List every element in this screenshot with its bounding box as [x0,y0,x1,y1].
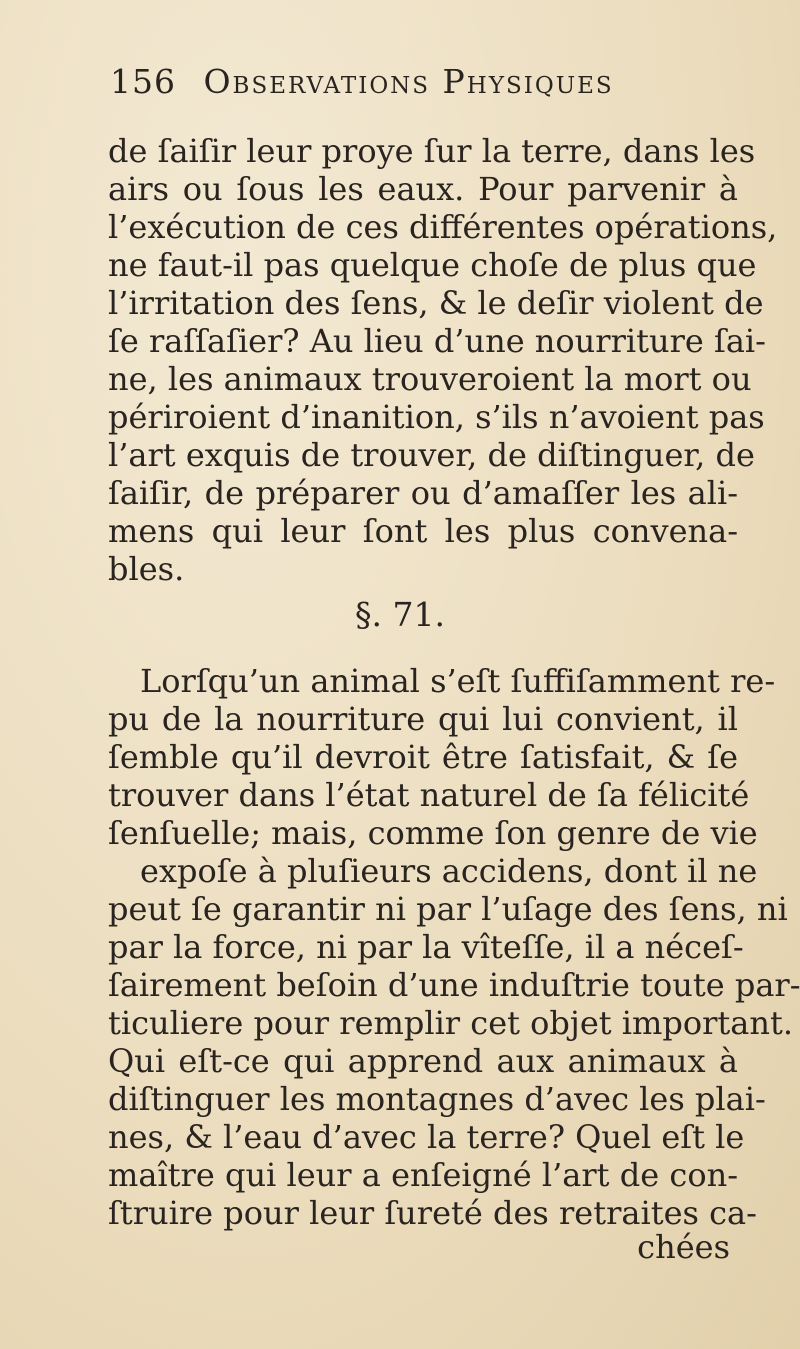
text-line: Qui eſt-ce qui apprend aux animaux à [108,1042,738,1080]
section-heading: §. 71. [355,595,445,634]
catchword: chées [637,1228,730,1266]
text-line: diſtinguer les montagnes d’avec les plai- [108,1080,766,1118]
page-number: 156 [110,62,176,101]
text-line: airs ou ſous les eaux. Pour parvenir à [108,170,738,208]
text-line: l’irritation des ſens, & le deſir violent de [108,284,764,322]
text-line: ſenſuelle; mais, comme ſon genre de vie [108,814,758,852]
text-line: ne faut-il pas quelque choſe de plus que [108,246,757,284]
text-line: ſe raſſaſier? Au lieu d’une nourriture ſai- [108,322,766,360]
text-line: expoſe à pluſieurs accidens, dont il ne [140,852,758,890]
text-line: Lorſqu’un animal s’eſt ſuffiſamment re- [140,662,776,700]
text-line: ſtruire pour leur ſureté des retraites ca- [108,1194,757,1232]
text-line: maître qui leur a enſeigné l’art de con- [108,1156,738,1194]
running-title: Observations Physiques [203,62,614,101]
text-line: bles. [108,550,185,588]
text-line: trouver dans l’état naturel de ſa félicité [108,776,750,814]
text-line: ſaiſir, de préparer ou d’amaſſer les ali- [108,474,738,512]
text-line: périroient d’inanition, s’ils n’avoient pas [108,398,765,436]
text-line: ne, les animaux trouveroient la mort ou [108,360,752,398]
text-line: ſemble qu’il devroit être ſatisfait, & ſe [108,738,738,776]
text-line: de ſaiſir leur proye ſur la terre, dans les [108,132,756,170]
text-line: peut ſe garantir ni par l’uſage des ſens, ni [108,890,788,928]
text-line: l’exécution de ces différentes opérations, [108,208,778,246]
text-line: pu de la nourriture qui lui convient, il [108,700,738,738]
running-header [110,62,710,112]
text-line: par la force, ni par la vîteſſe, il a néceſ- [108,928,744,966]
text-line: ſairement beſoin d’une induſtrie toute par- [108,966,800,1004]
text-line: ticuliere pour remplir cet objet important. [108,1004,793,1042]
text-line: nes, & l’eau d’avec la terre? Quel eſt le [108,1118,745,1156]
text-line: l’art exquis de trouver, de diſtinguer, de [108,436,755,474]
text-line: mens qui leur ſont les plus convena- [108,512,738,550]
